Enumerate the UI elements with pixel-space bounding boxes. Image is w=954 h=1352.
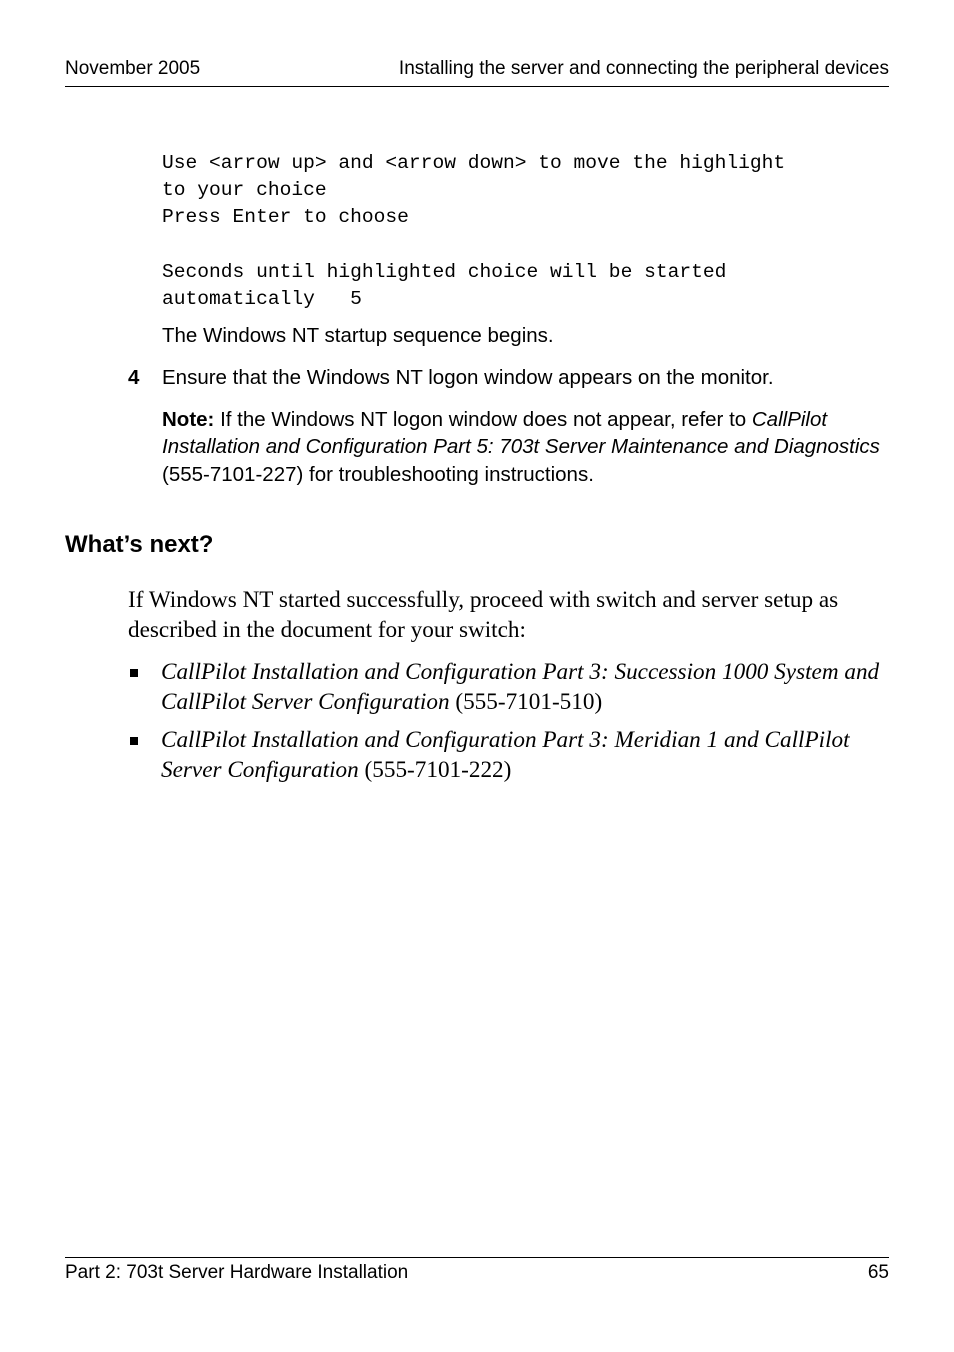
list-item-doc-title: CallPilot Installation and Configuration Part 3: Succession 1000 System and CallPilot Server Configuration	[161, 659, 880, 715]
page-number: 65	[867, 1262, 889, 1283]
section-heading: What’s next?	[65, 531, 214, 558]
list-item	[128, 725, 890, 785]
note-label: Note:	[162, 408, 215, 431]
header-date: November 2005	[65, 58, 201, 79]
list-item-doc-ref: (555-7101-222)	[358, 757, 512, 783]
header-chapter-title: Installing the server and connecting the peripheral devices	[398, 58, 889, 79]
section-intro: If Windows NT started successfully, proceed with switch and server setup as described in the document for your switch:	[128, 587, 839, 643]
note-doc-title: CallPilot Installation and Configuration Part 5: 703t Server Maintenance and Diagnostics	[162, 408, 880, 459]
list-item-doc-ref: (555-7101-510)	[449, 689, 603, 715]
footer-part-title: Part 2: 703t Server Hardware Installation	[65, 1262, 409, 1283]
note-text-before: If the Windows NT logon window does not appear, refer to	[214, 408, 752, 431]
page-header	[65, 58, 889, 87]
note-text-after: (555-7101-227) for troubleshooting instructions.	[162, 462, 594, 486]
bullet-square-icon	[130, 669, 138, 677]
page-footer	[65, 1257, 889, 1288]
note-block	[162, 406, 892, 488]
step-text: Ensure that the Windows NT logon window appears on the monitor.	[162, 366, 774, 389]
console-output: Use <arrow up> and <arrow down> to move the highlight to your choice Press Enter to choose Seconds until highlighted choice will be started automatically 5	[162, 152, 786, 311]
startup-text: The Windows NT startup sequence begins.	[162, 324, 554, 347]
list-item	[128, 657, 890, 717]
document-list	[128, 657, 890, 793]
list-item-doc-title: CallPilot Installation and Configuration Part 3: Meridian 1 and CallPilot Server Configuration	[161, 727, 850, 783]
bullet-square-icon	[130, 737, 138, 745]
step-number: 4	[128, 366, 140, 389]
